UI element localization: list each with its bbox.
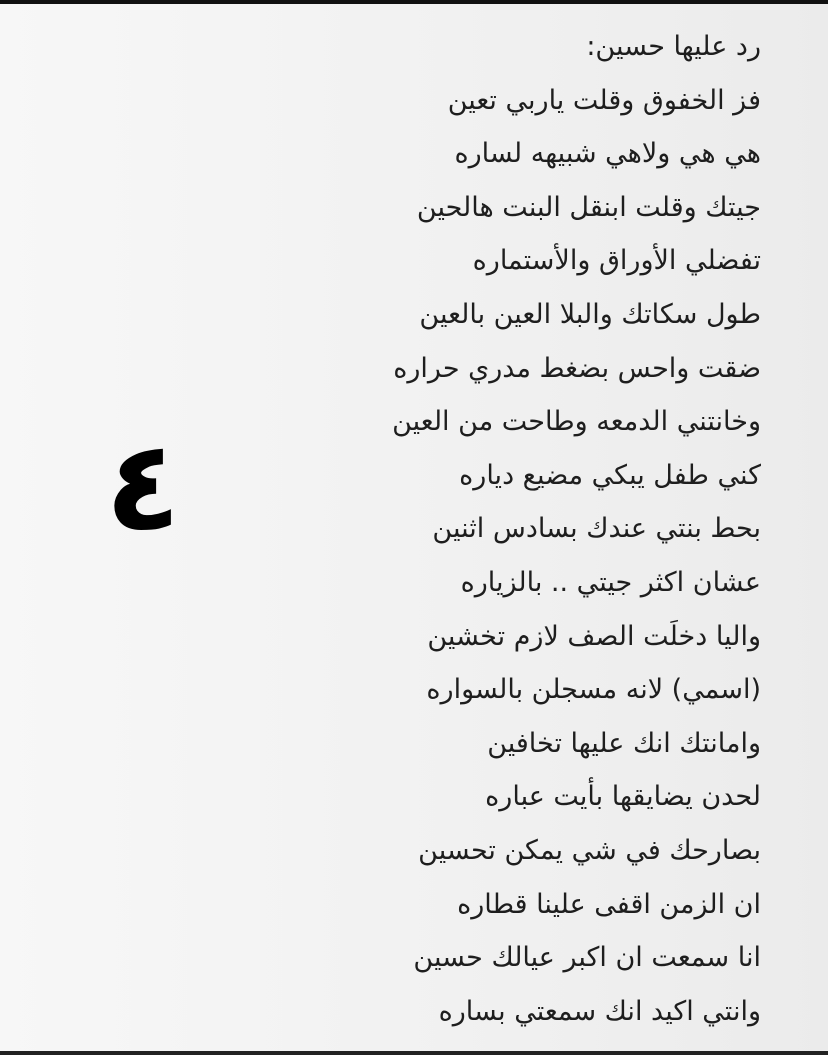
poem-line: بحط بنتي عندك بسادس اثنين (432, 513, 761, 545)
poem-line: وخانتني الدمعه وطاحت من العين (392, 406, 761, 438)
poem-line: ضقت واحس بضغط مدري حراره (393, 352, 761, 384)
poem-line: واليا دخلَت الصف لازم تخشين (427, 620, 761, 652)
poem-line: لحدن يضايقها بأيت عباره (485, 781, 761, 813)
poem-text (241, 20, 761, 1038)
page-number: ٤ (105, 415, 181, 559)
poem-line: هي هي ولاهي شبيهه لساره (454, 138, 761, 170)
poem-line: تفضلي الأوراق والأستماره (472, 245, 761, 277)
poem-line: فز الخفوق وقلت ياربي تعين (447, 84, 761, 116)
poem-line: وانتي اكيد انك سمعتي بساره (438, 995, 761, 1027)
poem-line: بصارحك في شي يمكن تحسين (418, 834, 761, 866)
top-border (0, 0, 828, 4)
poem-line: طول سكاتك والبلا العين بالعين (419, 298, 761, 330)
poem-line: عشان اكثر جيتي .. بالزياره (460, 566, 761, 598)
poem-line: كني طفل يبكي مضيع دياره (459, 459, 761, 491)
poem-line: وامانتك انك عليها تخافين (487, 727, 761, 759)
poem-line: جيتك وقلت ابنقل البنت هالحين (416, 191, 761, 223)
poem-line: ان الزمن اقفى علينا قطاره (457, 888, 761, 920)
bottom-border (0, 1051, 828, 1055)
poem-line: انا سمعت ان اكبر عيالك حسين (413, 942, 761, 974)
poem-line: (اسمي) لانه مسجلن بالسواره (426, 674, 761, 706)
poem-line: رد عليها حسين: (586, 31, 761, 62)
